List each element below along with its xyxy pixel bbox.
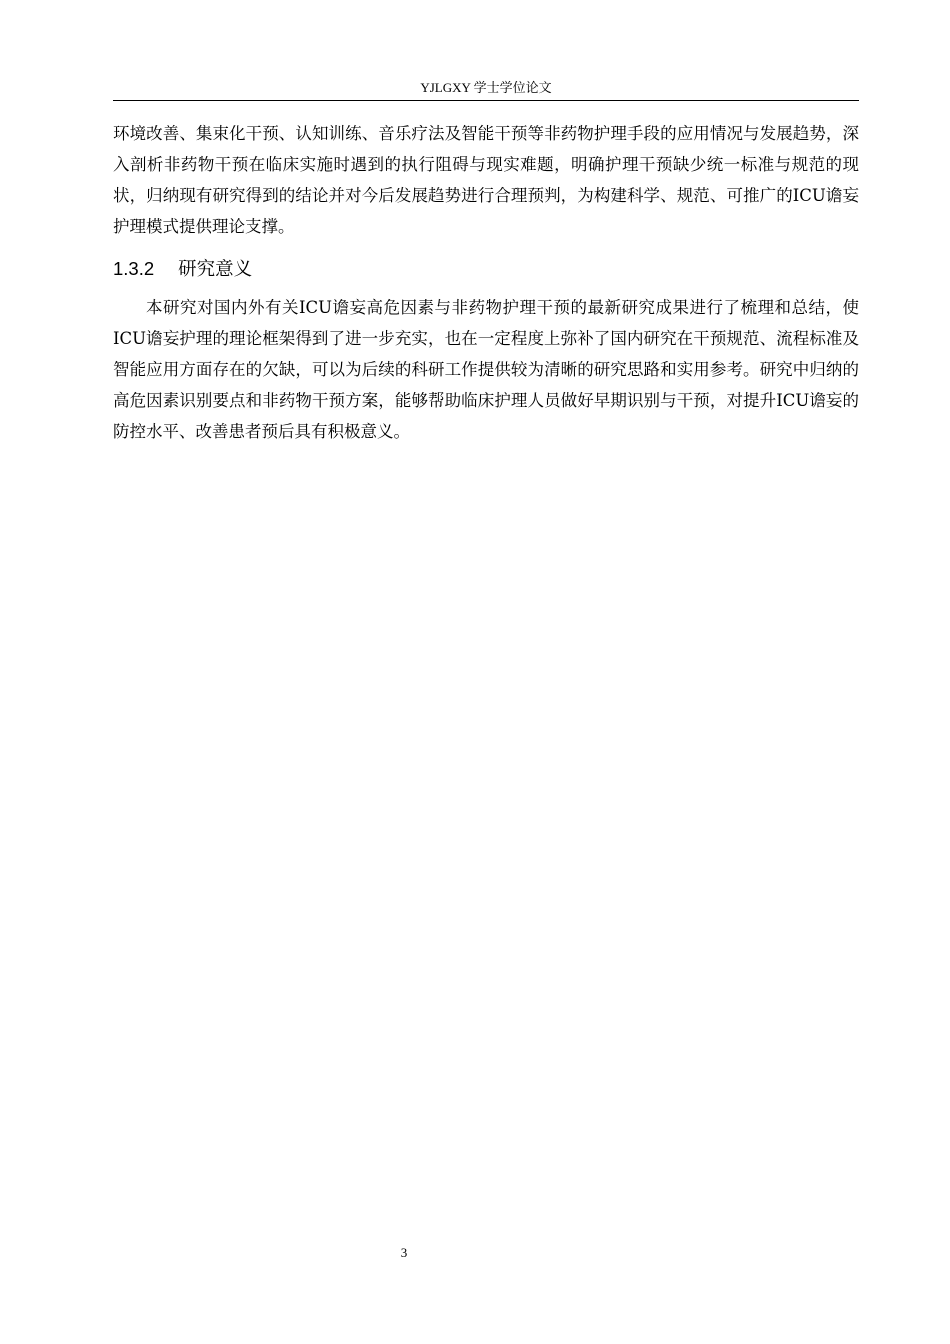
- page-number: 3: [400, 1245, 408, 1260]
- section-title: 研究意义: [178, 259, 253, 280]
- intro-paragraph: 环境改善、集束化干预、认知训练、音乐疗法及智能干预等非药物护理手段的应用情况与发展趋势，深入剖析非药物干预在临床实施时遇到的执行阻碍与现实难题，明确护理干预缺少统一标准与规范的现状，归纳现有研究得到的结论并对今后发展趋势进行合理预判，为构建科学、规范、可推广的ICU谵妄护理模式提供理论支撑。: [113, 124, 859, 236]
- header-rule: [113, 100, 859, 101]
- running-header: YJLGXY 学士学位论文: [420, 80, 552, 95]
- section-heading: [113, 254, 859, 285]
- section-number: 1.3.2: [113, 258, 155, 279]
- section-paragraph: 本研究对国内外有关ICU谵妄高危因素与非药物护理干预的最新研究成果进行了梳理和总结，使ICU谵妄护理的理论框架得到了进一步充实，也在一定程度上弥补了国内研究在干预规范、流程标准及智能应用方面存在的欠缺，可以为后续的科研工作提供较为清晰的研究思路和实用参考。研究中归纳的高危因素识别要点和非药物干预方案，能够帮助临床护理人员做好早期识别与干预，对提升ICU谵妄的防控水平、改善患者预后具有积极意义。: [113, 298, 859, 441]
- page-body: [113, 118, 859, 447]
